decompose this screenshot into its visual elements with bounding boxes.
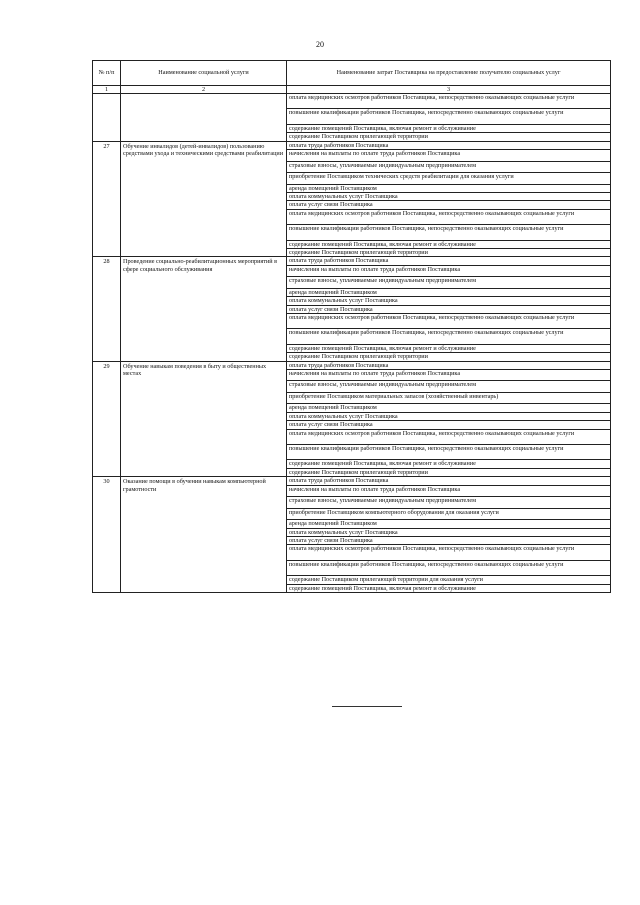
cost-item: повышение квалификации работников Поставщика, непосредственно оказывающих социальные услуги [287, 445, 610, 460]
cost-item: оплата медицинских осмотров работников Поставщика, непосредственно оказывающих социальные услуги [287, 94, 610, 109]
continuation-row [93, 94, 611, 142]
service-number: 30 [93, 477, 121, 593]
cost-item: содержание Поставщиком прилегающей территории [289, 468, 428, 476]
header-row [93, 61, 611, 86]
column-number-row [93, 86, 611, 94]
service-costs [287, 361, 611, 477]
header-costs: Наименование затрат Поставщика на предоставление получателю социальных услуг [287, 61, 611, 86]
cost-item: приобретение Поставщиком технических средств реабилитации для оказания услуги [287, 173, 610, 185]
cost-item: содержание Поставщиком прилегающей территории [289, 248, 428, 256]
cost-item: оплата услуг связи Поставщика [287, 537, 610, 545]
service-costs [287, 257, 611, 361]
cost-item: оплата труда работников Поставщика [287, 362, 610, 370]
cost-item: начисления на выплаты по оплате труда работников Поставщика [287, 370, 610, 382]
service-name: Обучение навыкам поведения в быту и общественных местах [121, 361, 287, 477]
cost-item: страховые взносы, уплачиваемые индивидуальным предпринимателем [287, 497, 610, 509]
cost-item: повышение квалификации работников Поставщика, непосредственно оказывающих социальные услуги [287, 225, 610, 240]
header-num: № п/п [93, 61, 121, 86]
cost-item: повышение квалификации работников Поставщика, непосредственно оказывающих социальные услуги [287, 109, 610, 124]
cost-item: оплата медицинских осмотров работников Поставщика, непосредственно оказывающих социальные услуги [287, 314, 610, 329]
service-name: Оказание помощи в обучении навыкам компьютерной грамотности [121, 477, 287, 593]
cost-item: страховые взносы, уплачиваемые индивидуальным предпринимателем [287, 381, 610, 393]
cost-item: оплата коммунальных услуг Поставщика [287, 529, 610, 537]
service-row [93, 477, 611, 593]
footer-divider [332, 706, 402, 707]
cost-item: оплата услуг связи Поставщика [287, 421, 610, 429]
service-number: 27 [93, 141, 121, 257]
cost-item: содержание помещений Поставщика, включая ремонт и обслуживание [287, 460, 610, 468]
column-number: 2 [121, 86, 287, 94]
cost-item: содержание помещений Поставщика, включая ремонт и обслуживание [287, 125, 610, 133]
cost-item: содержание Поставщиком прилегающей территории для оказания услуги [287, 576, 610, 584]
column-number: 3 [287, 86, 611, 94]
service-name: Обучение инвалидов (детей-инвалидов) пользованию средствами ухода и техническими средствами реабилитации [121, 141, 287, 257]
cost-item: аренда помещений Поставщиком [287, 289, 610, 297]
cost-item: страховые взносы, уплачиваемые индивидуальным предпринимателем [287, 277, 610, 289]
continuation-num-cell [93, 94, 121, 142]
service-row [93, 257, 611, 361]
cost-item: повышение квалификации работников Поставщика, непосредственно оказывающих социальные услуги [287, 329, 610, 344]
cost-item: оплата медицинских осмотров работников Поставщика, непосредственно оказывающих социальные услуги [287, 210, 610, 225]
continuation-service-cell [121, 94, 287, 142]
cost-item: оплата медицинских осмотров работников Поставщика, непосредственно оказывающих социальные услуги [287, 545, 610, 560]
cost-item: оплата труда работников Поставщика [287, 257, 610, 265]
service-number: 28 [93, 257, 121, 361]
continuation-costs-cell [287, 94, 611, 142]
cost-item: приобретение Поставщиком компьютерного оборудования для оказания услуги [287, 509, 610, 521]
cost-item: содержание помещений Поставщика, включая ремонт и обслуживание [287, 345, 610, 353]
service-costs [287, 141, 611, 257]
cost-item: оплата труда работников Поставщика [287, 142, 610, 150]
cost-item: содержание Поставщиком прилегающей территории [289, 353, 428, 361]
cost-item: начисления на выплаты по оплате труда работников Поставщика [287, 150, 610, 162]
cost-item: оплата труда работников Поставщика [287, 477, 610, 485]
cost-item: оплата услуг связи Поставщика [287, 306, 610, 314]
cost-item: содержание помещений Поставщика, включая ремонт и обслуживание [287, 241, 610, 249]
cost-item: оплата коммунальных услуг Поставщика [287, 297, 610, 305]
service-row [93, 361, 611, 477]
page-number: 20 [316, 40, 324, 49]
service-number: 29 [93, 361, 121, 477]
cost-item: оплата коммунальных услуг Поставщика [287, 193, 610, 201]
cost-item: оплата коммунальных услуг Поставщика [287, 413, 610, 421]
service-name: Проведение социально-реабилитационных мероприятий в сфере социального обслуживания [121, 257, 287, 361]
header-service: Наименование социальной услуги [121, 61, 287, 86]
cost-item: оплата медицинских осмотров работников Поставщика, непосредственно оказывающих социальные услуги [287, 430, 610, 445]
service-row [93, 141, 611, 257]
cost-item: аренда помещений Поставщиком [287, 185, 610, 193]
service-costs [287, 477, 611, 593]
cost-item: содержание помещений Поставщика, включая ремонт и обслуживание [289, 584, 476, 592]
cost-item: страховые взносы, уплачиваемые индивидуальным предпринимателем [287, 162, 610, 174]
cost-item: содержание Поставщиком прилегающей территории [289, 133, 428, 141]
column-number: 1 [93, 86, 121, 94]
cost-item: начисления на выплаты по оплате труда работников Поставщика [287, 486, 610, 498]
cost-item: начисления на выплаты по оплате труда работников Поставщика [287, 266, 610, 278]
cost-table [92, 60, 611, 593]
cost-item: повышение квалификации работников Поставщика, непосредственно оказывающих социальные услуги [287, 561, 610, 576]
cost-item: оплата услуг связи Поставщика [287, 201, 610, 209]
cost-item: аренда помещений Поставщиком [287, 404, 610, 412]
cost-item: приобретение Поставщиком материальных запасов (хозяйственный инвентарь) [287, 393, 610, 405]
cost-item: аренда помещений Поставщиком [287, 520, 610, 528]
